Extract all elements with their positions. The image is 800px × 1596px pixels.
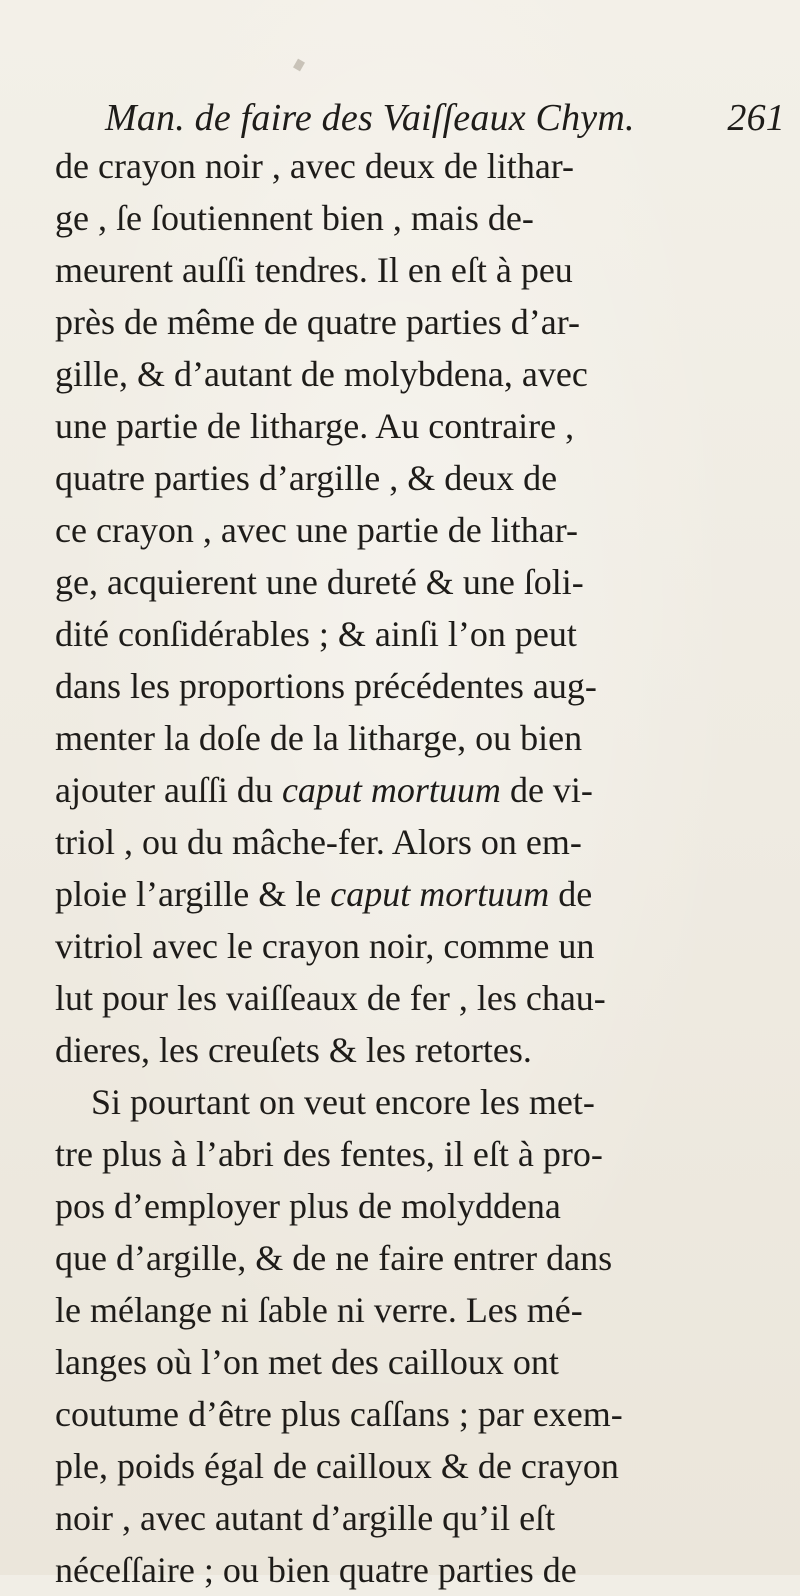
text-line: meurent auſſi tendres. Il en eſt à peu (55, 250, 573, 290)
page-number: 261 (727, 97, 785, 139)
text-line: ge , ſe ſoutiennent bien , mais de- (55, 198, 534, 238)
text-line: dans les proportions précédentes aug- (55, 666, 597, 706)
text-line: une partie de litharge. Au contraire , (55, 406, 575, 446)
text-line: triol , ou du mâche-fer. Alors on em- (55, 822, 582, 862)
text-line: néceſſaire ; ou bien quatre parties de (55, 1550, 577, 1590)
paragraph-start-line: Si pourtant on veut encore les met- (91, 1082, 595, 1122)
text-line: quatre parties d’argille , & deux de (55, 458, 558, 498)
latin-term: caput mortuum (281, 770, 501, 810)
text-line: pos d’employer plus de molyddena (55, 1186, 561, 1226)
text-line: le mélange ni ſable ni verre. Les mé- (55, 1290, 583, 1330)
text-line: ajouter auſſi du caput mortuum de vi- (55, 770, 593, 810)
text-line: ce crayon , avec une partie de lithar- (55, 510, 578, 550)
text-line: de crayon noir , avec deux de lithar- (55, 146, 575, 186)
text-line: dité conſidérables ; & ainſi l’on peut (55, 614, 577, 654)
latin-term: caput mortuum (330, 874, 550, 914)
text-line: que d’argille, & de ne faire entrer dans (55, 1238, 613, 1278)
text-line: près de même de quatre parties d’ar- (55, 302, 581, 342)
text-line: menter la doſe de la litharge, ou bien (55, 718, 583, 758)
body-text (55, 140, 780, 1596)
text-line: lut pour les vaiſſeaux de fer , les chau- (55, 978, 606, 1018)
text-line: coutume d’être plus caſſans ; par exem- (55, 1394, 623, 1434)
text-line: tre plus à l’abri des fentes, il eſt à pro- (55, 1134, 603, 1174)
text-line: ge, acquierent une dureté & une ſoli- (55, 562, 584, 602)
text-line: ple, poids égal de cailloux & de crayon (55, 1446, 619, 1486)
text-line: noir , avec autant d’argille qu’il eſt (55, 1498, 556, 1538)
paper-speck (293, 59, 305, 72)
text-line: ploie l’argille & le caput mortuum de (55, 874, 593, 914)
running-header (105, 96, 785, 146)
text-line: gille, & d’autant de molybdena, avec (55, 354, 588, 394)
text-line: langes où l’on met des cailloux ont (55, 1342, 559, 1382)
text-line: vitriol avec le crayon noir, comme un (55, 926, 595, 966)
text-line: dieres, les creuſets & les retortes. (55, 1030, 532, 1070)
running-title: Man. de faire des Vaiſſeaux Chym. (105, 97, 635, 139)
